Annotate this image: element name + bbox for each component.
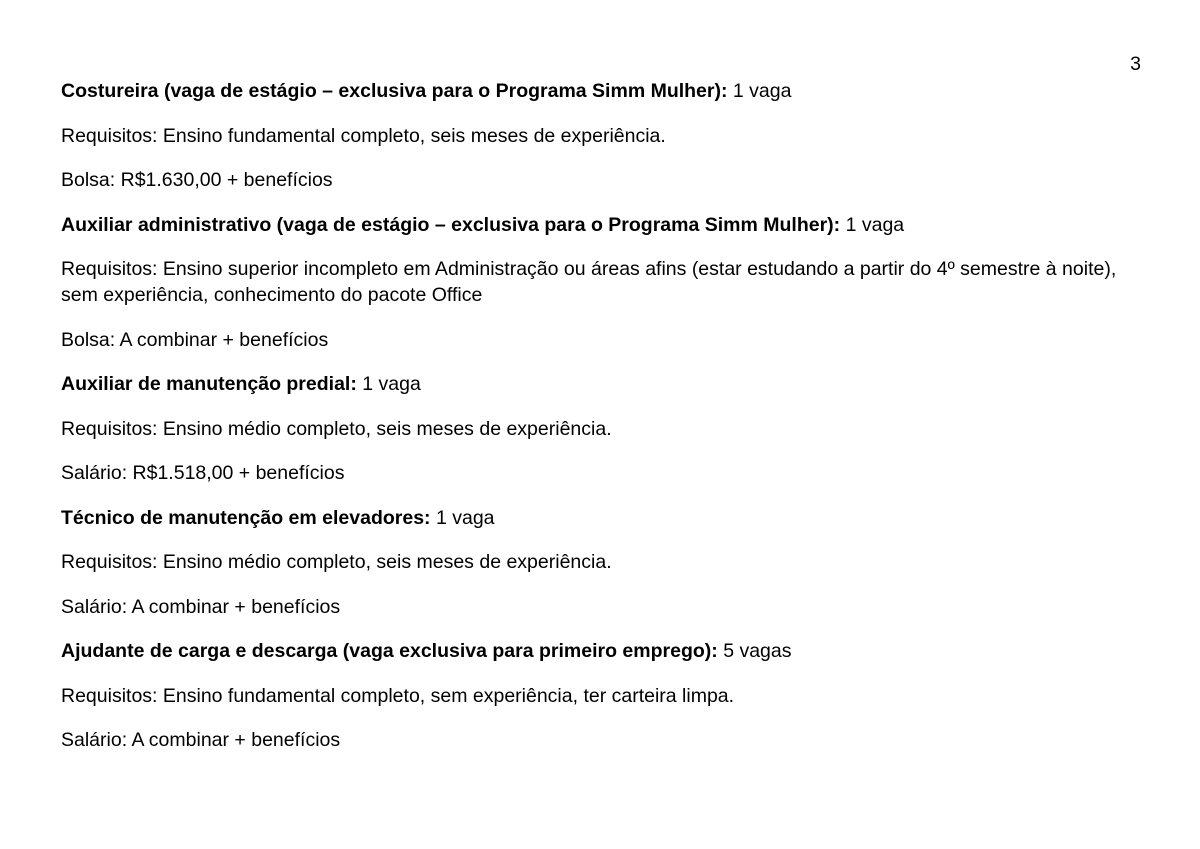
job-openings: 1 vaga [362,373,421,395]
job-title: Costureira (vaga de estágio – exclusiva para o Programa Simm Mulher): [61,80,728,102]
job-heading [61,371,1141,397]
job-listing [61,78,1141,193]
job-pay: Salário: R$1.518,00 + benefícios [61,462,345,484]
job-title: Auxiliar de manutenção predial: [61,373,357,395]
job-requirements: Requisitos: Ensino médio completo, seis meses de experiência. [61,417,612,440]
page-number: 3 [1130,53,1141,75]
job-heading [61,78,1141,104]
job-listing [61,371,1141,486]
job-pay: Bolsa: R$1.630,00 + benefícios [61,169,333,191]
job-title: Técnico de manutenção em elevadores: [61,506,431,529]
job-heading [61,638,1141,664]
job-pay: Salário: A combinar + benefícios [61,595,341,618]
job-openings: 5 vagas [723,640,792,662]
job-pay: Salário: A combinar + benefícios [61,729,341,751]
job-title: Auxiliar administrativo (vaga de estágio – exclusiva para o Programa Simm Mulher): [61,213,841,236]
job-heading [61,212,1141,238]
job-listing [61,638,1141,753]
job-openings: 1 vaga [845,213,905,236]
job-requirements: Requisitos: Ensino fundamental completo, sem experiência, ter carteira limpa. [61,684,735,707]
job-listings [61,78,1141,772]
job-requirements: Requisitos: Ensino médio completo, seis meses de experiência. [61,551,612,573]
job-requirements: Requisitos: Ensino superior incompleto em Administração ou áreas afins (estar estudando a partir do 4º semestre à noite), sem experiência, conhecimento do pacote Office [61,258,1117,306]
job-title: Ajudante de carga e descarga (vaga exclusiva para primeiro emprego): [61,640,718,662]
job-listing [61,212,1141,353]
job-heading [61,505,1141,531]
job-requirements: Requisitos: Ensino fundamental completo, seis meses de experiência. [61,124,666,147]
job-openings: 1 vaga [435,506,495,529]
job-pay: Bolsa: A combinar + benefícios [61,328,329,351]
job-listing [61,505,1141,620]
job-openings: 1 vaga [732,80,792,102]
